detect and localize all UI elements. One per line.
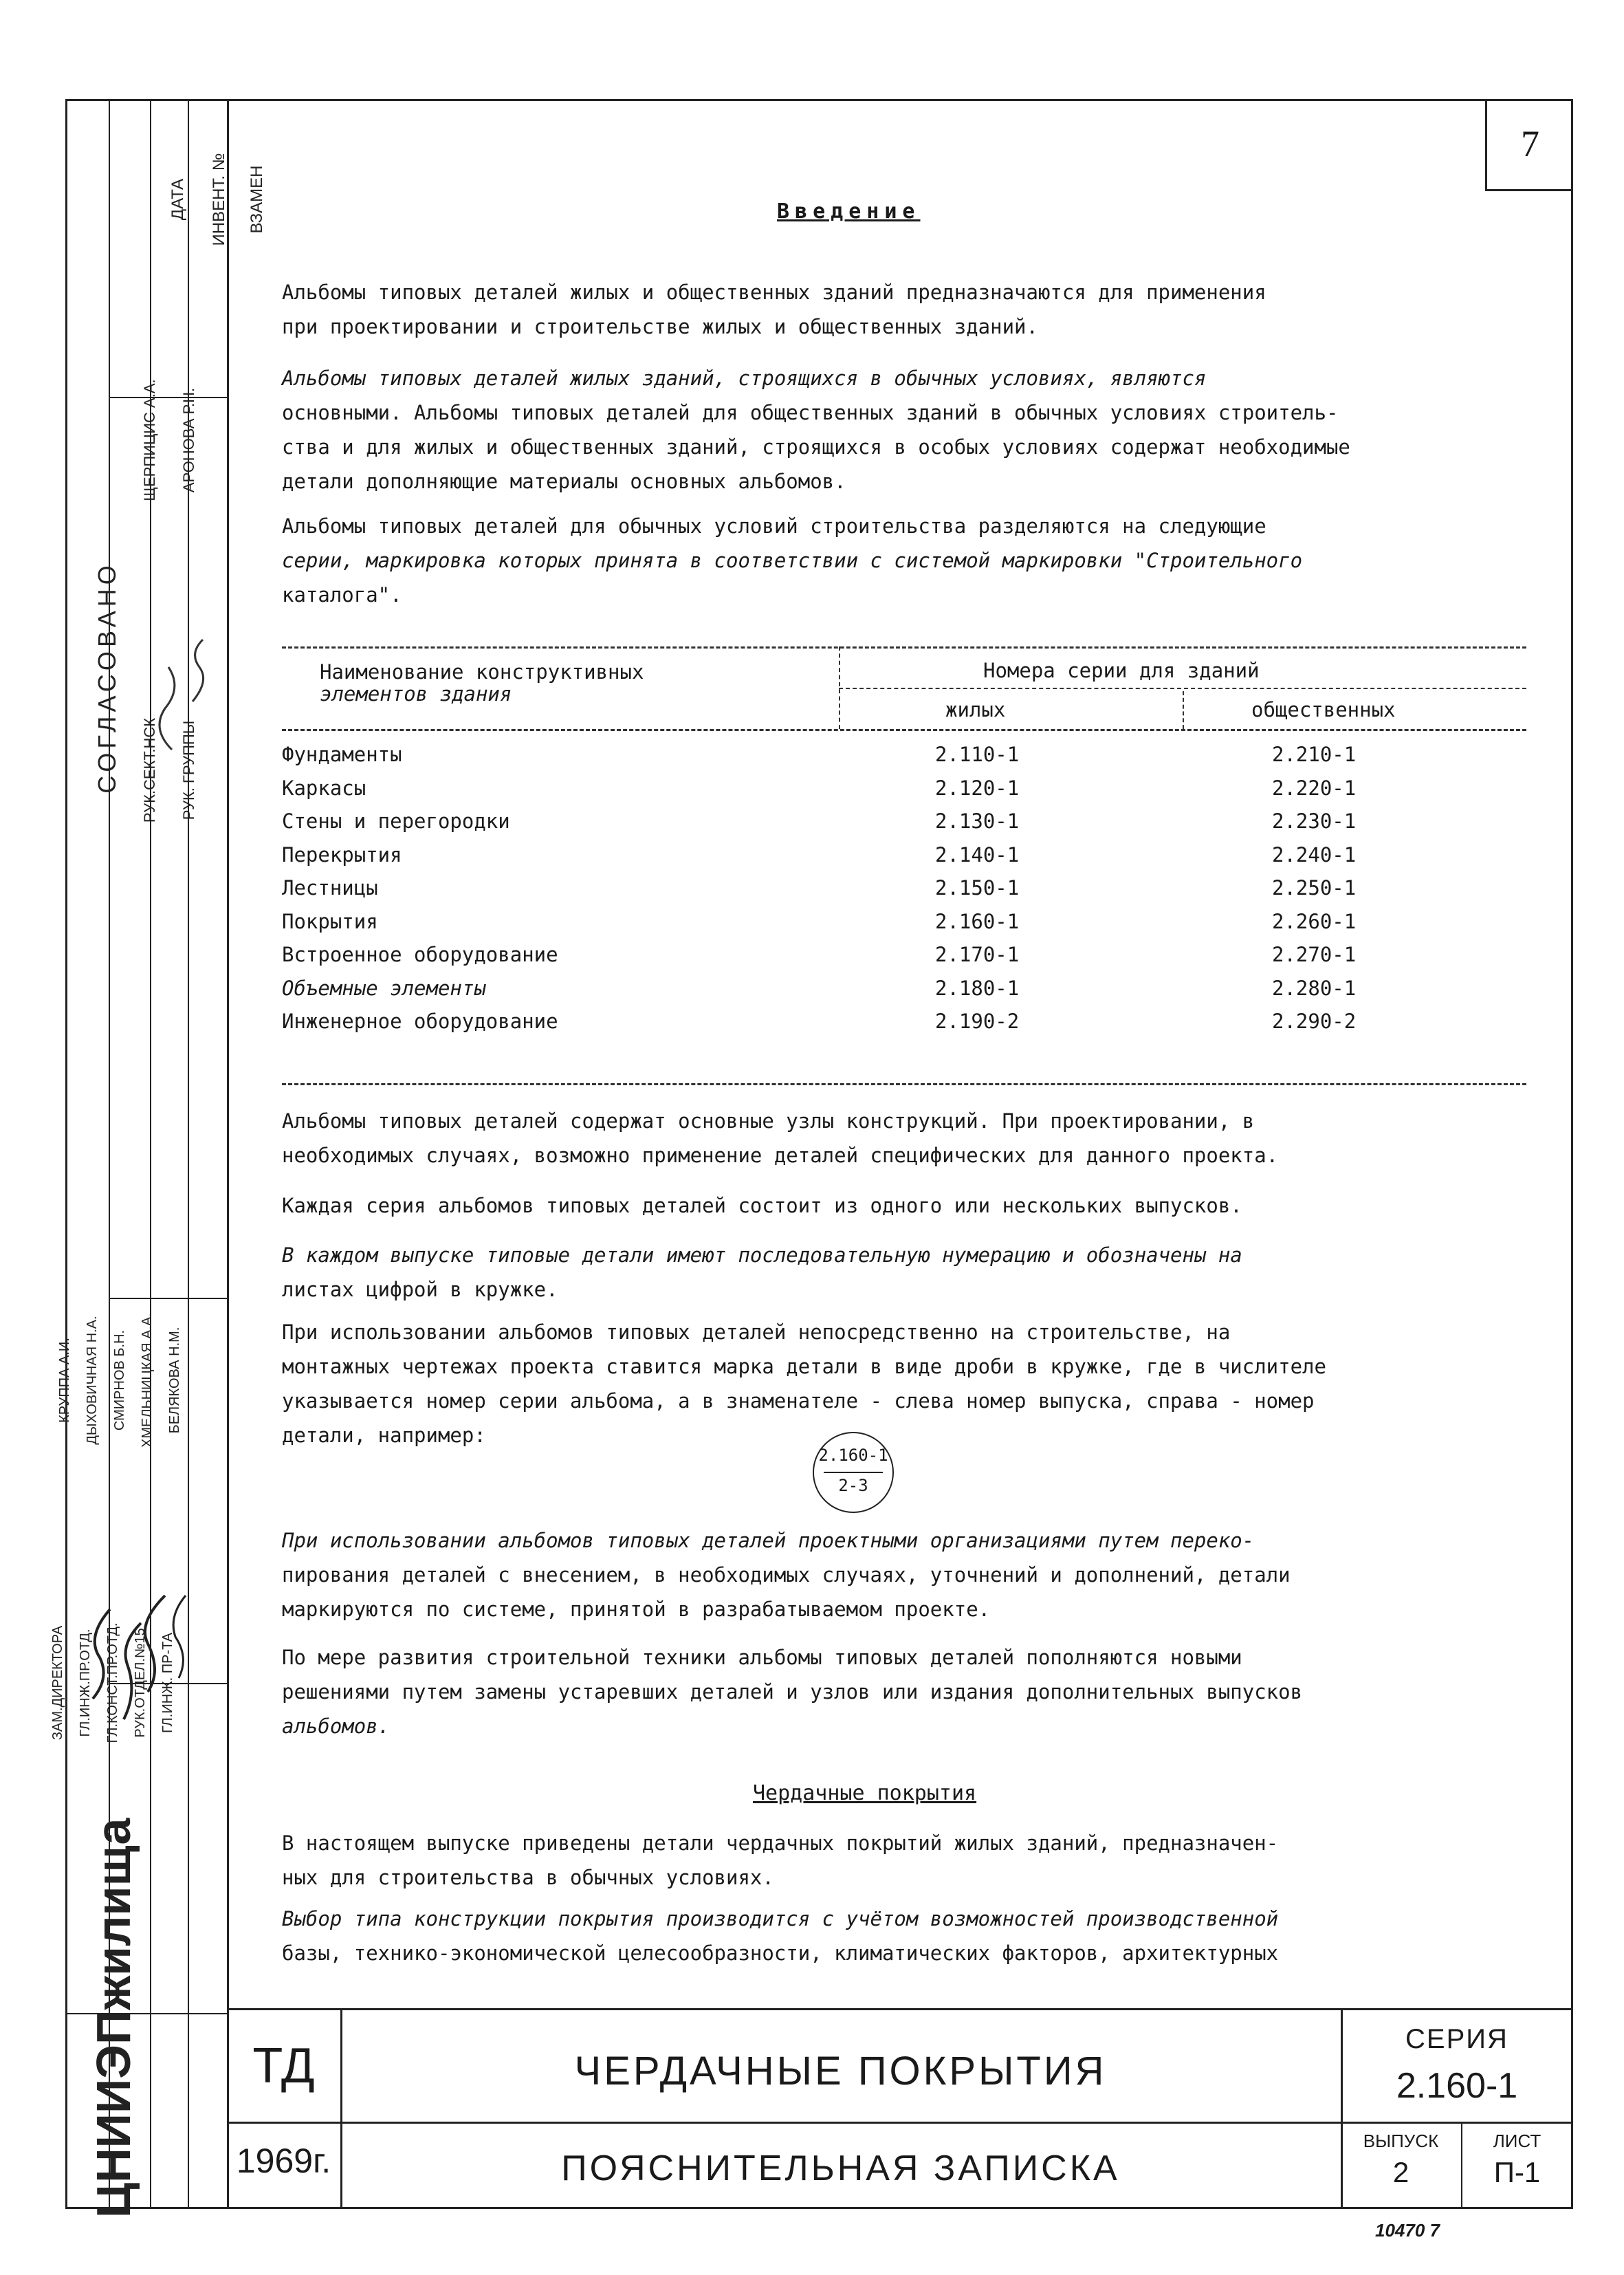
table-cell-element: Покрытия <box>282 909 378 933</box>
table-cell-element: Инженерное оборудование <box>282 1010 558 1033</box>
intro-paragraph-2: Альбомы типовых деталей жилых зданий, строящихся в обычных условиях, являются основными. Альбомы типовых деталей для общественных зданий в обычных условиях строитель- ства и для жилых и общественных зданий, строящихся в особых условиях содержат необходимые детали дополняющие материалы основных альбомов. <box>282 367 1350 493</box>
example-mark-fraction-line <box>824 1472 883 1473</box>
document-subtitle: ПОЯСНИТЕЛЬНАЯ ЗАПИСКА <box>561 2148 1120 2188</box>
table-cell-element: Встроенное оборудование <box>282 943 558 966</box>
table-cell-public: 2.240-1 <box>1272 842 1357 867</box>
strip-staff-role: ГЛ.КОНСТ.ПР.ОТД. <box>105 1622 120 1743</box>
strip-institute-name: ЦНИИЭПжилища <box>87 1818 140 2218</box>
strip-staff-name: КРУППА А.И. <box>57 1338 72 1423</box>
strip-agreed-name: ЩЕРПИЦИС А.А. <box>141 379 158 501</box>
table-top-rule <box>282 646 1526 649</box>
strip-staff-role: ГЛ.ИНЖ.ПР.ОТД. <box>78 1629 93 1737</box>
table-cell-element: Фундаменты <box>282 743 402 766</box>
strip-staff-name: ДЫХОВИЧНАЯ Н.А. <box>85 1316 100 1445</box>
table-cell-element: Каркасы <box>282 776 366 800</box>
table-cell-element: Стены и перегородки <box>282 809 510 833</box>
table-cell-residential: 2.130-1 <box>935 809 1020 833</box>
table-cell-residential: 2.140-1 <box>935 842 1020 867</box>
year: 1969г. <box>236 2142 331 2180</box>
example-mark-numerator: 2.160-1 <box>818 1446 888 1465</box>
strip-replace-label: ВЗАМЕН <box>248 165 266 234</box>
table-cell-public: 2.250-1 <box>1272 876 1357 900</box>
issue-value: 2 <box>1392 2156 1409 2188</box>
table-cell-public: 2.270-1 <box>1272 943 1357 966</box>
table-cell-residential: 2.120-1 <box>935 776 1020 800</box>
issue-label: ВЫПУСК <box>1363 2131 1439 2151</box>
table-cell-residential: 2.190-2 <box>935 1010 1020 1033</box>
middle-paragraph-4: При использовании альбомов типовых деталей непосредственно на строительстве, на монтажных чертежах проекта ставится марка детали в виде дроби в кружке, где в числителе указывается номер серии альбома, а в знаменателе - слева номер выпуска, справа - номер детали, например: <box>282 1320 1326 1447</box>
page-title: Введение <box>777 199 921 224</box>
table-cell-residential: 2.180-1 <box>935 976 1020 1000</box>
strip-agreed-role: РУК. ГРУППЫ <box>180 720 197 820</box>
intro-paragraph-1: Альбомы типовых деталей жилых и общественных зданий предназначаются для применения при проектировании и строительстве жилых и общественных зданий. <box>282 281 1266 338</box>
table-header-rule <box>282 729 1526 731</box>
strip-agreed-role: РУК.СЕКТ.НСК <box>141 717 158 823</box>
table-cell-element: Лестницы <box>282 876 378 900</box>
signatures <box>65 591 227 1994</box>
table-cell-residential: 2.170-1 <box>935 943 1020 966</box>
section-paragraph-2: Выбор типа конструкции покрытия производится с учётом возможностей производственной базы, технико-экономической целесообразности, климатических факторов, архитектурных <box>282 1907 1279 1965</box>
table-header-group: Номера серии для зданий <box>983 659 1260 682</box>
table-cell-public: 2.290-2 <box>1272 1010 1357 1033</box>
strip-staff-name: БЕЛЯКОВА Н.М. <box>167 1327 182 1434</box>
lower-paragraph-1: При использовании альбомов типовых деталей проектными организациями путем переко- пирования деталей с внесением, в необходимых случаях, уточнений и дополнений, детали маркируются по системе, принятой в разрабатываемом проекте. <box>282 1529 1291 1621</box>
section-title: Чердачные покрытия <box>753 1781 977 1805</box>
intro-paragraph-3: Альбомы типовых деталей для обычных условий строительства разделяются на следующие серии, маркировка которых принята в соответствии с системой маркировки "Строительного каталога". <box>282 514 1303 607</box>
table-cell-public: 2.230-1 <box>1272 809 1357 833</box>
table-col-divider <box>1183 691 1184 729</box>
table-header-col1: жилых <box>945 698 1006 721</box>
series-value: 2.160-1 <box>1396 2066 1518 2106</box>
strip-agreed-name: АРОНОВА Р.Н. <box>180 387 197 493</box>
document-title: ЧЕРДАЧНЫЕ ПОКРЫТИЯ <box>574 2049 1107 2093</box>
strip-inventory-label: ИНВЕНТ. № <box>210 153 228 246</box>
strip-staff-name: СМИРНОВ Б.Н. <box>112 1329 127 1431</box>
example-mark-circle <box>813 1432 894 1513</box>
series-label: СЕРИЯ <box>1405 2024 1508 2054</box>
title-block-divider <box>227 2122 1573 2124</box>
table-cell-residential: 2.160-1 <box>935 909 1020 933</box>
middle-paragraph-2: Каждая серия альбомов типовых деталей состоит из одного или нескольких выпусков. <box>282 1194 1242 1217</box>
strip-staff-name: ХМЕЛЬНИЦКАЯ А.А. <box>140 1313 155 1448</box>
middle-paragraph-1: Альбомы типовых деталей содержат основные узлы конструкций. При проектировании, в необходимых случаях, возможно применение деталей специфических для данного проекта. <box>282 1109 1279 1167</box>
table-cell-public: 2.260-1 <box>1272 909 1357 933</box>
strip-agreed-label: СОГЛАСОВАНО <box>93 561 121 794</box>
table-cell-element: Перекрытия <box>282 842 402 867</box>
section-paragraph-1: В настоящем выпуске приведены детали чердачных покрытий жилых зданий, предназначен- ных для строительства в обычных условиях. <box>282 1831 1279 1889</box>
table-cell-element: Объемные элементы <box>282 976 486 1000</box>
org-code: ТД <box>252 2038 315 2093</box>
table-cell-public: 2.280-1 <box>1272 976 1357 1000</box>
table-header-col2: общественных <box>1251 698 1396 721</box>
strip-staff-role: ГЛ.ИНЖ. ПР-ТА <box>160 1632 175 1734</box>
lower-paragraph-2: По мере развития строительной техники альбомы типовых деталей пополняются новыми решениями путем замены устаревших деталей и узлов или издания дополнительных выпусков альбомов. <box>282 1646 1303 1738</box>
middle-paragraph-3: В каждом выпуске типовые детали имеют последовательную нумерацию и обозначены на листах цифрой в кружке. <box>282 1243 1242 1301</box>
sheet-value: П-1 <box>1493 2156 1541 2188</box>
table-group-rule <box>839 688 1526 689</box>
table-cell-residential: 2.110-1 <box>935 743 1020 766</box>
strip-staff-role: РУК.ОТДЕЛ.№15 <box>133 1628 148 1738</box>
sheet-mark: 10470 7 <box>1375 2220 1440 2241</box>
table-cell-public: 2.210-1 <box>1272 743 1357 766</box>
example-mark-denominator: 2-3 <box>838 1476 868 1495</box>
table-header-name: элементов здания <box>320 682 512 706</box>
table-cell-public: 2.220-1 <box>1272 776 1357 800</box>
page-number: 7 <box>1485 99 1573 191</box>
table-header-name: Наименование конструктивных <box>320 660 644 684</box>
table-cell-residential: 2.150-1 <box>935 876 1020 900</box>
strip-staff-role: ЗАМ.ДИРЕКТОРА <box>50 1625 65 1741</box>
title-block <box>227 2008 1573 2209</box>
table-bottom-rule <box>282 1083 1526 1085</box>
strip-date-label: ДАТА <box>168 178 187 221</box>
sheet-label: ЛИСТ <box>1493 2131 1541 2151</box>
